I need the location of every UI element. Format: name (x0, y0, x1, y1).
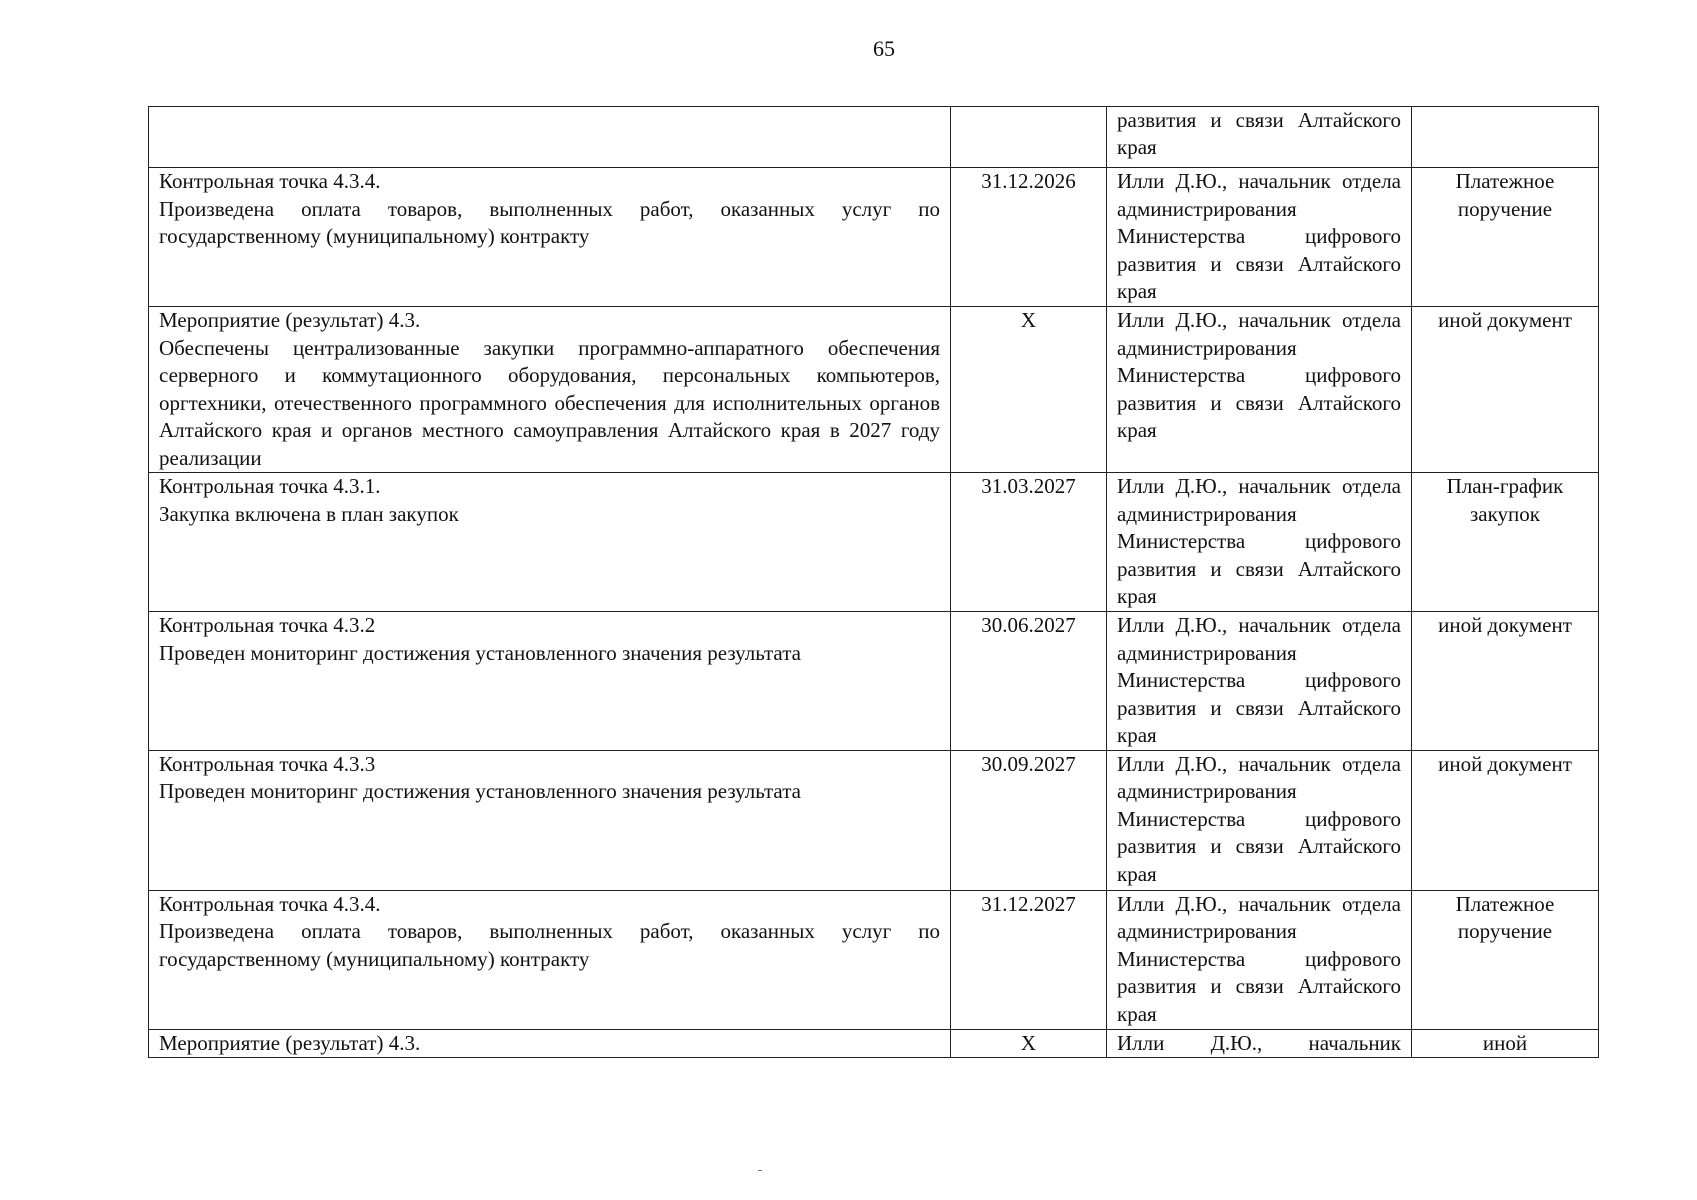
date-cell: X (951, 307, 1107, 473)
responsible-text-end: края (1117, 723, 1157, 747)
responsible-text: Илли Д.Ю., начальник (1117, 1030, 1401, 1055)
task-title: Контрольная точка 4.3.3 (159, 751, 376, 776)
task-description: Произведена оплата товаров, выполненных работ, оказанных услуг по государственному (муниципальному) контракту (159, 196, 940, 248)
task-title: Мероприятие (результат) 4.3. (159, 1030, 421, 1055)
responsible-text-end: края (1117, 135, 1157, 159)
table-row (149, 1029, 1599, 1057)
task-title: Мероприятие (результат) 4.3. (159, 308, 421, 332)
responsible-cell (1107, 1029, 1412, 1057)
table-row (149, 168, 1599, 307)
responsible-text-end: края (1117, 418, 1157, 442)
document-cell: иной документ (1412, 612, 1599, 751)
document-cell: иной (1412, 1029, 1599, 1057)
responsible-text-end: края (1117, 584, 1157, 608)
responsible-text: развития и связи Алтайского (1117, 108, 1401, 132)
date-cell: 31.12.2026 (951, 168, 1107, 307)
document-cell (1412, 107, 1599, 168)
responsible-text: Илли Д.Ю., начальник отдела администрирования Министерства цифрового развития и связи Алтайского (1117, 169, 1401, 276)
date-cell: X (951, 1029, 1107, 1057)
page-number: 65 (873, 36, 895, 61)
table-row (149, 473, 1599, 612)
task-description: Обеспечены централизованные закупки программно-аппаратного обеспечения серверного и коммутационного оборудования, персональных компьютеров, оргтехники, отечественного программного обеспечения для исполнительных органов Алтайского края и органов местного самоуправления Алтайского края в 2027 году реализации (159, 335, 940, 470)
responsible-cell (1107, 307, 1412, 473)
table-row (149, 107, 1599, 168)
date-cell: 30.09.2027 (951, 750, 1107, 890)
responsible-cell (1107, 612, 1412, 751)
task-cell (149, 107, 951, 168)
responsible-text-end: края (1117, 279, 1157, 303)
task-description: Закупка включена в план закупок (159, 501, 459, 526)
table-row (149, 750, 1599, 890)
document-cell: План-график закупок (1412, 473, 1599, 612)
scan-speck (758, 1170, 762, 1171)
table-row (149, 612, 1599, 751)
task-cell (149, 750, 951, 890)
document-cell: Платежное поручение (1412, 168, 1599, 307)
responsible-cell (1107, 750, 1412, 890)
date-cell: 30.06.2027 (951, 612, 1107, 751)
responsible-text: Илли Д.Ю., начальник отдела администрирования Министерства цифрового развития и связи Алтайского (1117, 613, 1401, 720)
table-row (149, 307, 1599, 473)
task-cell (149, 307, 951, 473)
responsible-text: Илли Д.Ю., начальник отдела администрирования Министерства цифрового развития и связи Алтайского (1117, 751, 1401, 858)
responsible-cell (1107, 168, 1412, 307)
responsible-text-end: края (1117, 861, 1157, 886)
task-title: Контрольная точка 4.3.2 (159, 613, 376, 637)
date-cell: 31.03.2027 (951, 473, 1107, 612)
task-cell (149, 1029, 951, 1057)
date-cell (951, 107, 1107, 168)
task-description: Проведен мониторинг достижения установленного значения результата (159, 779, 801, 803)
date-cell: 31.12.2027 (951, 890, 1107, 1029)
task-title: Контрольная точка 4.3.1. (159, 474, 381, 498)
plan-table (148, 106, 1599, 1058)
task-cell (149, 612, 951, 751)
responsible-text-end: края (1117, 1001, 1157, 1026)
responsible-text: Илли Д.Ю., начальник отдела администрирования Министерства цифрового развития и связи Алтайского (1117, 474, 1401, 581)
responsible-cell (1107, 107, 1412, 168)
responsible-text: Илли Д.Ю., начальник отдела администрирования Министерства цифрового развития и связи Алтайского (1117, 891, 1401, 998)
table-row (149, 890, 1599, 1029)
document-cell: иной документ (1412, 307, 1599, 473)
task-description: Проведен мониторинг достижения установленного значения результата (159, 640, 801, 665)
responsible-text: Илли Д.Ю., начальник отдела администрирования Министерства цифрового развития и связи Алтайского (1117, 308, 1401, 415)
task-description: Произведена оплата товаров, выполненных работ, оказанных услуг по государственному (муниципальному) контракту (159, 919, 940, 971)
task-cell (149, 168, 951, 307)
task-cell (149, 473, 951, 612)
task-title: Контрольная точка 4.3.4. (159, 169, 381, 193)
responsible-cell (1107, 890, 1412, 1029)
responsible-cell (1107, 473, 1412, 612)
task-cell (149, 890, 951, 1029)
task-title: Контрольная точка 4.3.4. (159, 891, 381, 916)
document-cell: Платежное поручение (1412, 890, 1599, 1029)
document-cell: иной документ (1412, 750, 1599, 890)
